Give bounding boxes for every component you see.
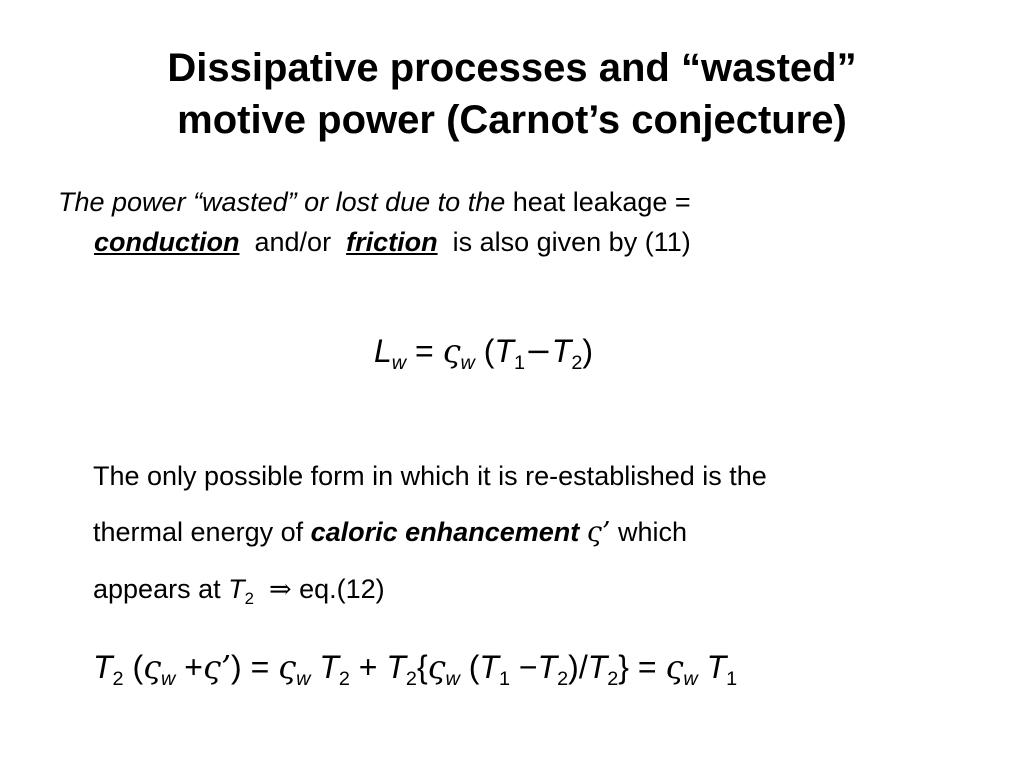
equation-11 xyxy=(374,332,594,374)
para-which: which xyxy=(617,517,688,547)
explanation-paragraph xyxy=(93,448,973,618)
zeta-prime-symbol: ς’ xyxy=(586,517,611,548)
para-sub-2: 2 xyxy=(244,588,254,608)
eq1-L: L xyxy=(374,333,392,369)
intro-line-1 xyxy=(58,182,958,222)
eq1-equals: = xyxy=(415,333,434,369)
slide-title xyxy=(0,42,1024,146)
intro-italic: The power “wasted” or lost due to the xyxy=(58,187,506,217)
equation-12: $T_2$ ($\varsigma_w$ +ς’) = $\varsigma_w$ $T_2 + T_2\{\varsigma_w$ $(T_1 -T_2)/T_2\} = \varsigma_w$ $T_1$ xyxy=(93,648,738,690)
eq1-lparen: ( xyxy=(483,333,495,369)
para-line-3 xyxy=(93,561,973,618)
intro-tail: is also given by (11) xyxy=(452,227,691,257)
title-line-2: motive power (Carnot’s conjecture) xyxy=(177,98,847,142)
para-line-1: The only possible form in which it is re-established is the xyxy=(93,461,767,491)
conduction-term: conduction xyxy=(94,227,240,257)
title-line-1: Dissipative processes and “wasted” xyxy=(167,46,857,90)
implies-symbol: ⇒ xyxy=(268,574,292,605)
para-appears: appears at xyxy=(93,574,221,604)
eq1-rparen: ) xyxy=(582,333,594,369)
friction-term: friction xyxy=(346,227,438,257)
eq1-sub-w: w xyxy=(391,351,407,374)
para-line-2 xyxy=(93,504,973,561)
andor-text: and/or xyxy=(254,227,332,257)
eq1-zeta-sub-w: w xyxy=(460,351,475,374)
para-thermal: thermal energy of xyxy=(93,517,304,547)
intro-normal: heat leakage = xyxy=(505,187,691,217)
eq1-minus: − xyxy=(524,332,552,370)
eq1-T1: T xyxy=(494,333,514,369)
eq1-sub-2: 2 xyxy=(571,351,583,374)
intro-line-2 xyxy=(58,222,958,262)
eq1-sub-1: 1 xyxy=(513,351,525,374)
caloric-enhancement-term: caloric enhancement xyxy=(310,517,580,547)
eq1-zeta: ς xyxy=(442,332,461,370)
intro-text xyxy=(58,182,958,262)
para-T: T xyxy=(228,574,245,604)
eq1-T2: T xyxy=(551,333,572,369)
equation-reference: eq.(12) xyxy=(299,574,385,604)
